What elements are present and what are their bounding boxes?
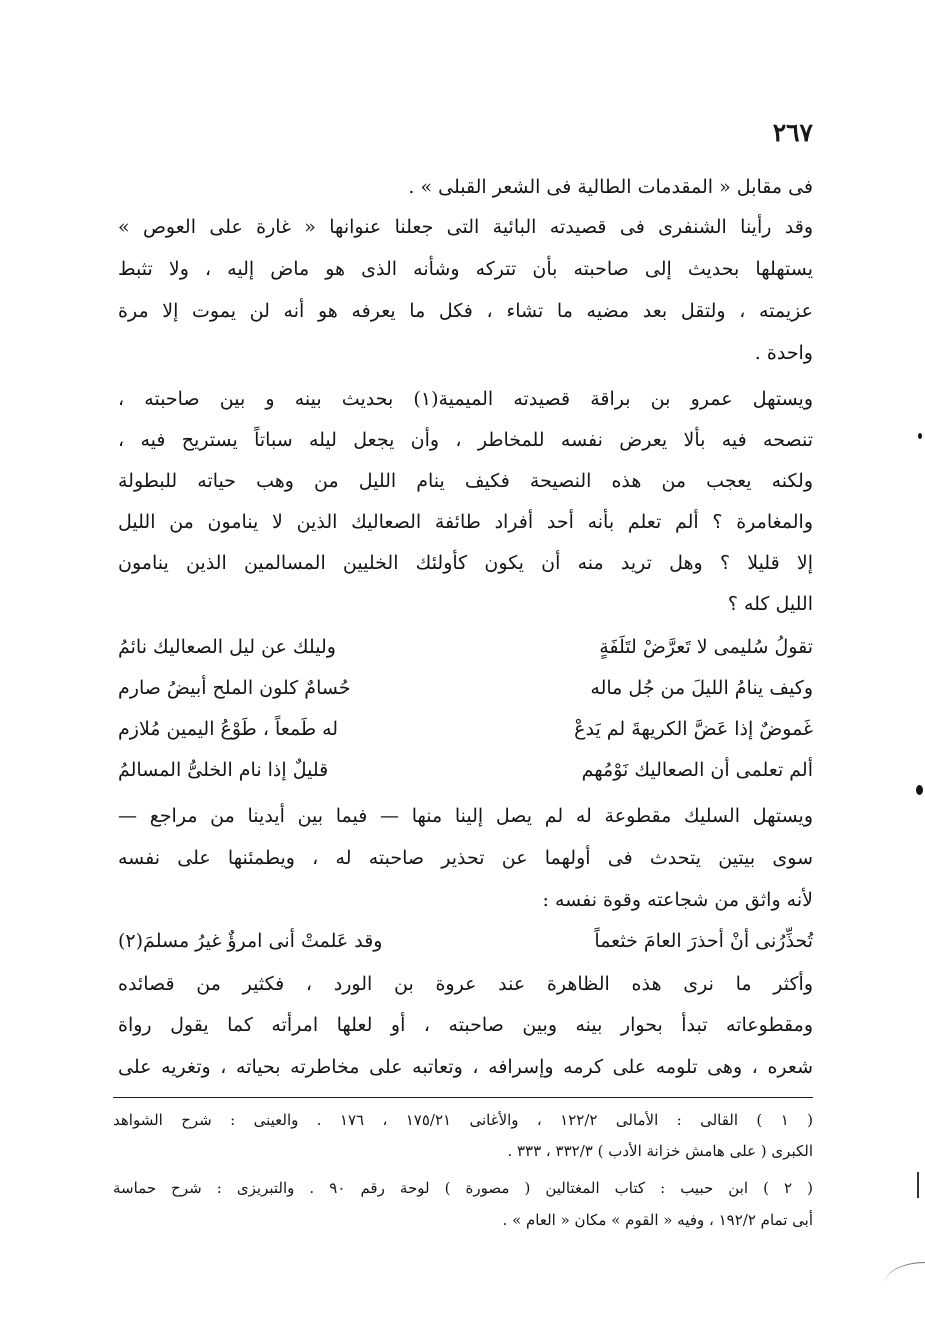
text-line: وأكثر ما نرى هذه الظاهرة عند عروة بن الورد ، فكثير من قصائده xyxy=(118,973,813,995)
text-line: الليل كله ؟ xyxy=(727,593,813,615)
text-line: شعره ، وهى تلومه على كرمه وإسرافه ، وتعاتبه على مخاطرته بحياته ، وتغريه على xyxy=(118,1056,813,1078)
footnote-line: ( ١ ) القالى : الأمالى ١٢٢/٢ ، والأغانى ١٧٥/٢١ ، ١٧٦ . والعينى : شرح الشواهد xyxy=(113,1111,813,1129)
poem-verse xyxy=(118,714,813,744)
text-line: يستهلها بحديث إلى صاحبته بأن تتركه وشأنه الذى هو ماض إليه ، ولا تثبط xyxy=(118,258,813,280)
text-line: لأنه واثق من شجاعته وقوة نفسه : xyxy=(542,889,813,911)
verse-second-hemistich: وقد عَلمتْ أنى امرؤٌ غيرُ مسلمَ(٢) xyxy=(118,930,383,952)
verse-second-hemistich: قليلٌ إذا نام الخلىُّ المسالمُ xyxy=(118,759,329,781)
text-line: ومقطوعاته تبدأ بحوار بينه وبين صاحبته ، أو لعلها امرأته كما يقول رواة xyxy=(118,1014,813,1036)
scan-mark xyxy=(916,785,923,795)
footnote-line: ( ٢ ) ابن حبيب : كتاب المغتالين ( مصورة ) لوحة رقم ٩٠ . والتبريزى : شرح حماسة xyxy=(113,1179,813,1197)
poem-verse xyxy=(118,632,813,662)
verse-second-hemistich: حُسامٌ كلون الملح أبيضُ صارم xyxy=(118,677,351,699)
text-line: واحدة . xyxy=(754,342,813,364)
text-line: تنصحه فيه بألا يعرض نفسه للمخاطر ، وأن يجعل ليله سباتاً يستريح فيه ، xyxy=(118,429,813,451)
text-line: والمغامرة ؟ ألم تعلم بأنه أحد أفراد طائفة الصعاليك الذين لا ينامون من الليل xyxy=(118,511,813,533)
text-line: ولكنه يعجب من هذه النصيحة فكيف ينام الليل من وهب حياته للبطولة xyxy=(118,470,813,492)
footnote-line: أبى تمام ١٩٢/٢ ، وفيه « القوم » مكان « العام » . xyxy=(502,1211,813,1229)
verse-first-hemistich: ألم تعلمى أن الصعاليك نَوْمُهم xyxy=(581,759,813,781)
verse-first-hemistich: تُحذِّرُنى أنْ أحذرَ العامَ خثعماً xyxy=(594,930,813,952)
scan-mark xyxy=(917,1172,919,1198)
poem-verse xyxy=(118,755,813,785)
text-line: إلا قليلا ؟ وهل تريد منه أن يكون كأولئك الخليين المسالمين الذين ينامون xyxy=(118,552,813,574)
poem-verse xyxy=(118,926,813,956)
text-line: وقد رأينا الشنفرى فى قصيدته البائية التى جعلنا عنوانها « غارة على العوص » xyxy=(118,216,813,238)
verse-first-hemistich: تقولُ سُليمى لا تَعرَّضْ لتَلَفَةٍ xyxy=(599,636,813,658)
poem-verse xyxy=(118,673,813,703)
scan-mark xyxy=(918,433,922,439)
footnote-line: الكبرى ( على هامش خزانة الأدب ) ٣٣٢/٣ ، ٣٣٣ . xyxy=(507,1142,813,1160)
verse-first-hemistich: وكيف ينامُ الليلَ من جُل ماله xyxy=(590,677,813,699)
verse-first-hemistich: غَموضٌ إذا عَضَّ الكريهةَ لم يَدعْ xyxy=(574,718,813,740)
footnote-divider xyxy=(113,1097,813,1098)
verse-second-hemistich: له طَمعاً ، طَوْعُ اليمين مُلازم xyxy=(118,718,339,740)
text-line: سوى بيتين يتحدث فى أولهما عن تحذير صاحبته له ، ويطمئنها على نفسه xyxy=(118,847,813,869)
text-line: فى مقابل « المقدمات الطالية فى الشعر القبلى » . xyxy=(408,176,813,198)
text-line: ويستهل عمرو بن براقة قصيدته الميمية(١) بحديث بينه و بين صاحبته ، xyxy=(118,388,813,410)
page-number: ٢٦٧ xyxy=(772,118,813,147)
text-line: ويستهل السليك مقطوعة له لم يصل إلينا منها — فيما بين أيدينا من مراجع — xyxy=(118,805,813,827)
text-line: عزيمته ، ولتقل بعد مضيه ما تشاء ، فكل ما يعرفه هو أنه لن يموت إلا مرة xyxy=(118,300,813,322)
scan-edge-curve xyxy=(885,1262,925,1283)
verse-second-hemistich: وليلك عن ليل الصعاليك نائمُ xyxy=(118,636,336,658)
